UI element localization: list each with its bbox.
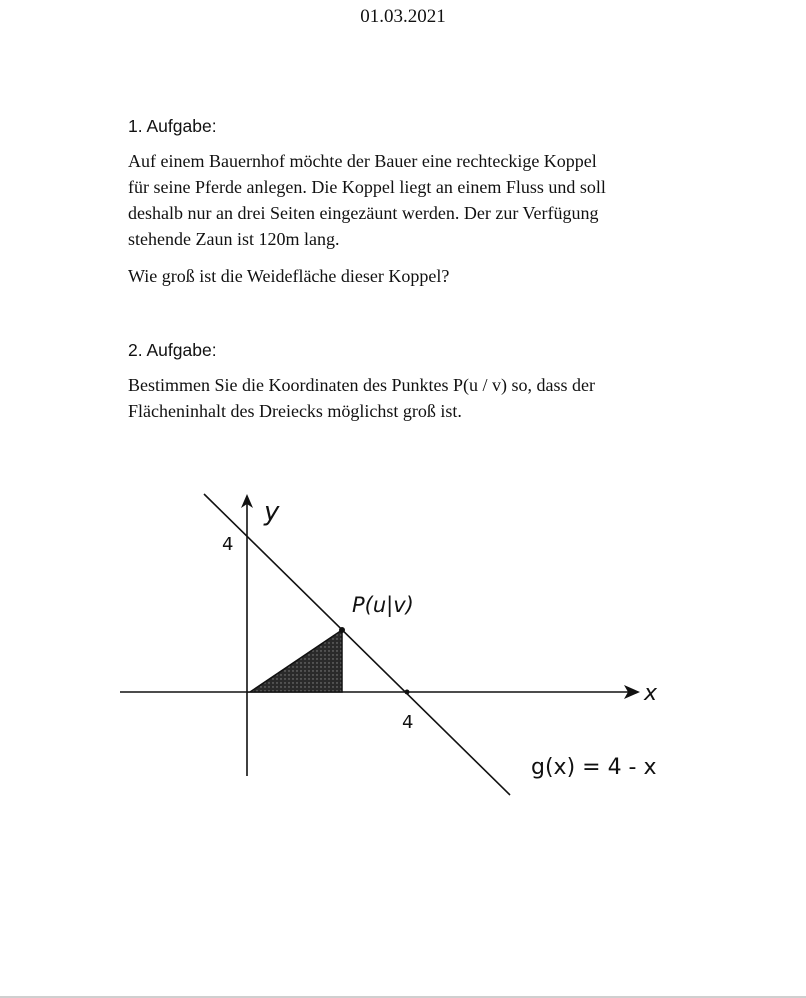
task-1-line: Auf einem Bauernhof möchte der Bauer eine rechteckige Koppel — [128, 151, 597, 171]
sketch-svg — [0, 470, 806, 810]
function-line — [204, 494, 510, 795]
point-p — [339, 627, 345, 633]
x-axis-label: x — [644, 681, 658, 706]
task-1-line: für seine Pferde anlegen. Die Koppel liegt an einem Fluss und soll — [128, 177, 606, 197]
task-1-title: 1. Aufgabe: — [128, 116, 217, 136]
task-2-title: 2. Aufgabe: — [128, 340, 217, 360]
x-intercept-point — [405, 690, 410, 695]
task-1-line: stehende Zaun ist 120m lang. — [128, 229, 340, 249]
task-1-question: Wie groß ist die Weidefläche dieser Koppel? — [128, 266, 450, 286]
point-label: P(u|v) — [352, 593, 414, 617]
task-1-line: deshalb nur an drei Seiten eingezäunt werden. Der zur Verfügung — [128, 203, 599, 223]
x-intercept-label: 4 — [402, 712, 414, 733]
y-axis-label: y — [264, 497, 280, 527]
task-1-text — [128, 148, 688, 252]
y-intercept-label: 4 — [222, 534, 234, 555]
task-2-line: Flächeninhalt des Dreiecks möglichst groß ist. — [128, 401, 462, 421]
task-2-text — [128, 372, 688, 424]
shaded-triangle — [250, 630, 342, 692]
function-sketch — [0, 470, 806, 810]
task-2-line: Bestimmen Sie die Koordinaten des Punktes P(u / v) so, dass der — [128, 375, 595, 395]
document-date: 01.03.2021 — [360, 6, 446, 27]
function-label: g(x) = 4 - x — [531, 755, 657, 780]
